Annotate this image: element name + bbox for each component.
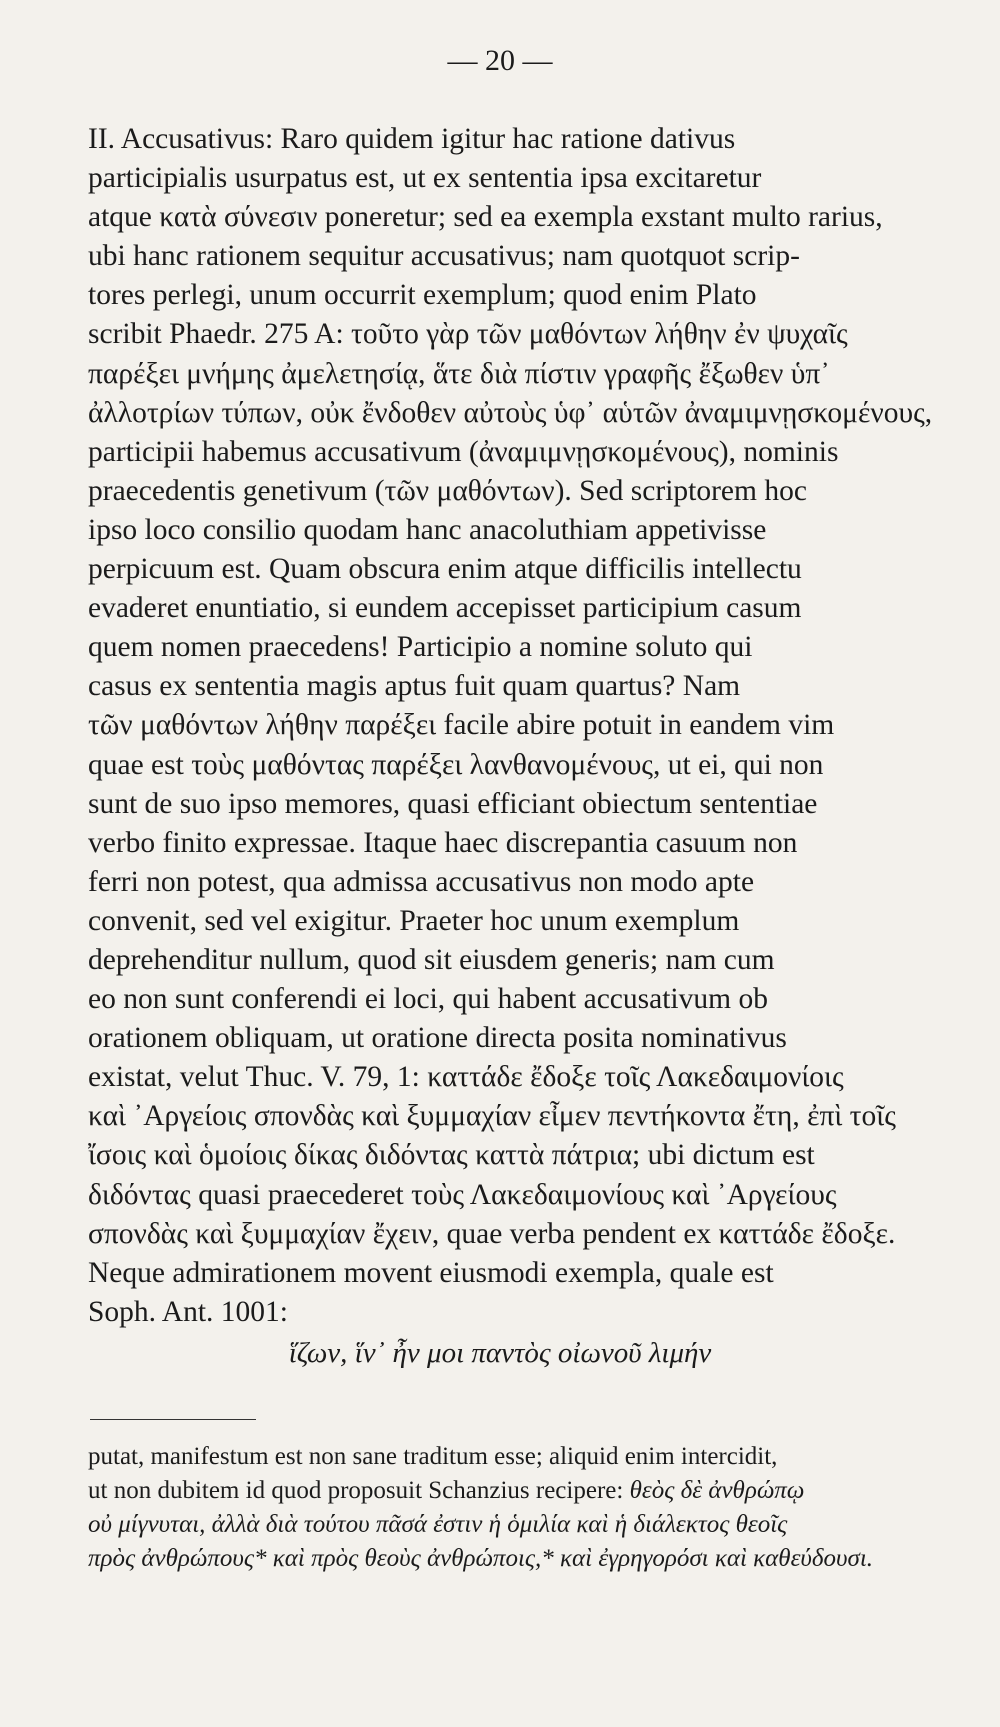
footnote-greek-text: θεὸς δὲ ἀνθρώπῳ: [629, 1477, 805, 1504]
paragraph-line: ἴσοις καὶ ὁμοίοις δίκας διδόντας καττὰ πάτρια; ubi dictum est: [88, 1139, 815, 1172]
paragraph-line: casus ex sententia magis aptus fuit quam quartus? Nam: [88, 670, 741, 703]
paragraph-line: ferri non potest, qua admissa accusativus non modo apte: [88, 865, 755, 898]
verse-quotation: ἵζων, ἵν᾿ ἦν μοι παντὸς οἰωνοῦ λιμήν: [288, 1337, 712, 1369]
paragraph-line: convenit, sed vel exigitur. Praeter hoc unum exemplum: [88, 904, 740, 937]
paragraph-line: ipso loco consilio quodam hanc anacoluthiam appetivisse: [88, 513, 767, 546]
paragraph-line: ubi hanc rationem sequitur accusativus; nam quotquot scrip-: [88, 240, 800, 273]
paragraph-line: orationem obliquam, ut oratione directa posita nominativus: [88, 1022, 787, 1055]
paragraph-line: quem nomen praecedens! Participio a nomine soluto qui: [88, 631, 753, 664]
paragraph-line: Soph. Ant. 1001:: [88, 1295, 288, 1328]
paragraph-line: verbo finito expressae. Itaque haec discrepantia casuum non: [88, 826, 798, 859]
paragraph-line: διδόντας quasi praecederet τοὺς Λακεδαιμονίους καὶ ᾿Αργείους: [88, 1178, 837, 1211]
paragraph-line: existat, velut Thuc. V. 79, 1: καττάδε ἔδοξε τοῖς Λακεδαιμονίοις: [88, 1061, 844, 1094]
paragraph-line: scribit Phaedr. 275 A: τοῦτο γὰρ τῶν μαθόντων λήθην ἐν ψυχαῖς: [88, 318, 848, 351]
paragraph-line: II. Accusativus: Raro quidem igitur hac ratione dativus: [88, 123, 736, 155]
paragraph-line: evaderet enuntiatio, si eundem accepisset participium casum: [88, 592, 802, 625]
paragraph-line: participii habemus accusativum (ἀναμιμνῃσκομένους), nominis: [88, 435, 839, 468]
paragraph-line: tores perlegi, unum occurrit exemplum; quod enim Plato: [88, 279, 757, 312]
page-number: — 20 —: [447, 44, 553, 77]
paragraph-line: quae est τοὺς μαθόντας παρέξει λανθανομένους, ut ei, qui non: [88, 748, 824, 781]
footnote-line: putat, manifestum est non sane traditum esse; aliquid enim intercidit,: [88, 1443, 778, 1470]
footnote-line: [88, 1542, 958, 1576]
paragraph-line: eo non sunt conferendi ei loci, qui habent accusativum ob: [88, 983, 768, 1016]
paragraph-line: sunt de suo ipso memores, quasi efficiant obiectum sententiae: [88, 787, 818, 820]
footnote-greek-text: οὐ μίγνυται, ἀλλὰ διὰ τούτου πᾶσά ἐστιν ἡ ὁμιλία καὶ ἡ διάλεκτος θεοῖς: [88, 1511, 788, 1538]
paragraph-line: τῶν μαθόντων λήθην παρέξει facile abire potuit in eandem vim: [88, 709, 835, 742]
paragraph-line: σπονδὰς καὶ ξυμμαχίαν ἔχειν, quae verba pendent ex καττάδε ἔδοξε.: [88, 1217, 896, 1250]
footnote-greek-text: πρὸς ἀνθρώπους* καὶ πρὸς θεοὺς ἀνθρώποις,* καὶ ἐγρηγορόσι καὶ καθεύδουσι.: [88, 1545, 874, 1572]
paragraph-line: καὶ ᾿Αργείοις σπονδὰς καὶ ξυμμαχίαν εἶμεν πεντήκοντα ἔτη, ἐπὶ τοῖς: [88, 1100, 896, 1133]
paragraph-line: participialis usurpatus est, ut ex sententia ipsa excitaretur: [88, 162, 762, 195]
paragraph-line: Neque admirationem movent eiusmodi exempla, quale est: [88, 1256, 774, 1289]
paragraph-line: atque κατὰ σύνεσιν poneretur; sed ea exempla exstant multo rarius,: [88, 201, 883, 234]
footnote-line: [88, 1508, 958, 1542]
paragraph-line: perpicuum est. Quam obscura enim atque difficilis intellectu: [88, 553, 802, 586]
footnote: [88, 1440, 958, 1576]
paragraph-line: παρέξει μνήμης ἀμελετησίᾳ, ἅτε διὰ πίστιν γραφῆς ἔξωθεν ὑπ᾿: [88, 357, 831, 390]
paragraph-line: ἀλλοτρίων τύπων, οὐκ ἔνδοθεν αὐτοὺς ὑφ᾿ αὑτῶν ἀναμιμνῃσκομένους,: [88, 396, 933, 429]
footnote-divider: [90, 1419, 256, 1420]
paragraph-line: deprehenditur nullum, quod sit eiusdem generis; nam cum: [88, 943, 775, 976]
footnote-latin-text: ut non dubitem id quod proposuit Schanzius recipere:: [88, 1477, 624, 1504]
paragraph-line: praecedentis genetivum (τῶν μαθόντων). Sed scriptorem hoc: [88, 474, 807, 507]
main-paragraph: [88, 120, 958, 1332]
footnote-line: [88, 1474, 958, 1508]
